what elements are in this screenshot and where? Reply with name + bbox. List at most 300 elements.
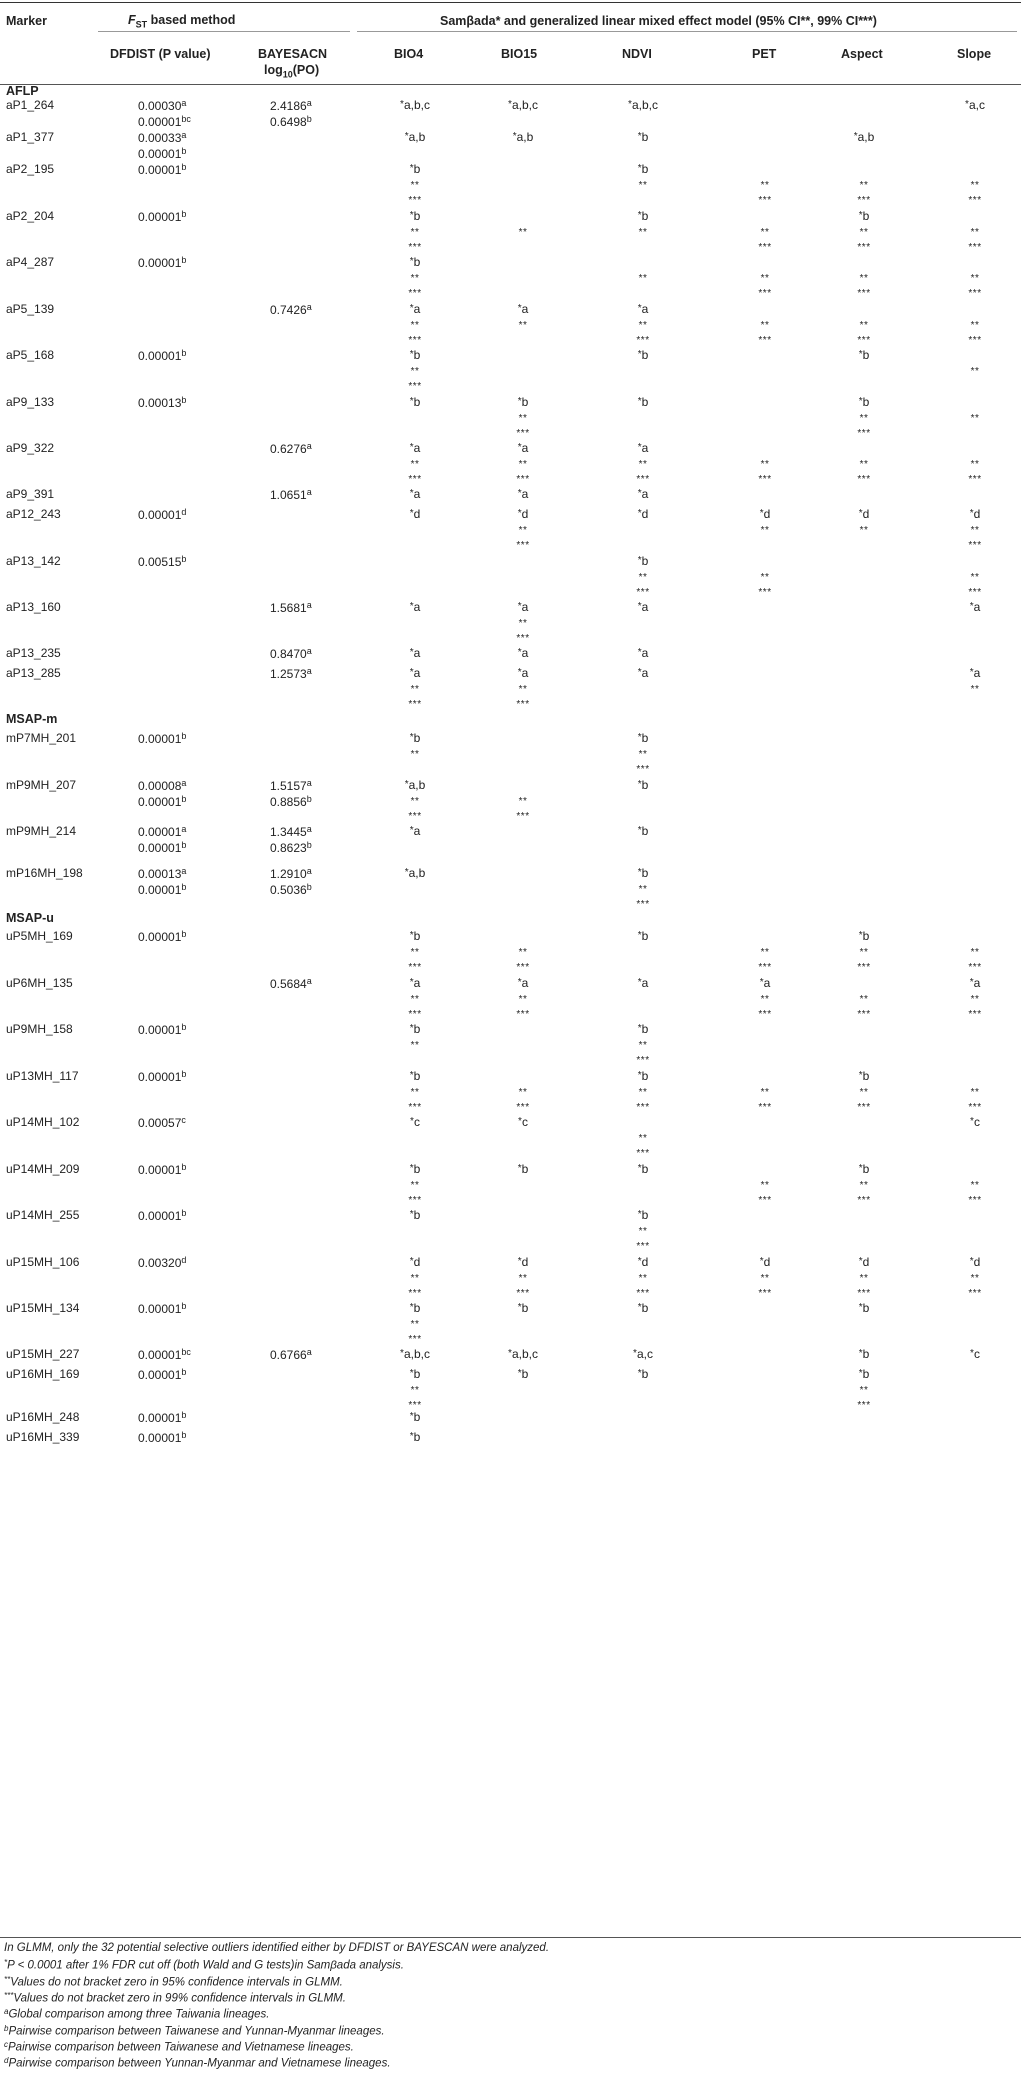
bio15-ci-mark: *** (516, 540, 530, 551)
lineage-letters: b (862, 1367, 870, 1381)
bio15-ci-mark: ** (518, 946, 528, 958)
asterisk-mark: * (409, 163, 414, 174)
slope-ci-mark: ** (970, 319, 980, 331)
slope-ci-mark: *** (968, 195, 982, 206)
asterisk-mark: * (517, 667, 522, 678)
pet-ci-mark: ** (760, 226, 770, 238)
ndvi-ci-mark: ** (638, 179, 648, 191)
asterisk-mark: * (759, 977, 764, 988)
ndvi-significance (638, 395, 649, 409)
bio4-ci-mark: ** (410, 365, 420, 377)
header-bio4: BIO4 (394, 47, 424, 61)
lineage-letters: a (413, 646, 421, 660)
marker-name: uP15MH_227 (6, 1347, 80, 1361)
bayescan-value: 0.5036 (270, 882, 307, 897)
lineage-letters: a,b,c (403, 98, 430, 112)
bayescan-cell (270, 1347, 312, 1362)
dfdist-value-superscript: b (181, 145, 187, 156)
lineage-letters: a (641, 487, 649, 501)
dfdist-cell (138, 1301, 186, 1316)
bio4-ci-mark: ** (410, 1318, 420, 1330)
dfdist-value: 0.00001 (138, 825, 182, 840)
asterisk-mark: * (637, 396, 642, 407)
bio4-significance (410, 302, 421, 316)
bayescan-value-superscript: a (306, 976, 312, 986)
asterisk-mark: * (410, 1116, 414, 1127)
marker-name: uP14MH_209 (6, 1162, 80, 1176)
bio15-significance (518, 302, 529, 316)
bayescan-value-superscript: a (306, 302, 312, 312)
bio15-ci-mark: ** (518, 993, 528, 1005)
asterisk-mark: * (637, 1256, 642, 1267)
lineage-letters: b (413, 1162, 421, 1176)
slope-ci-mark: ** (970, 458, 980, 470)
dfdist-cell (138, 929, 186, 944)
bayescan-value: 1.5157 (270, 779, 307, 794)
marker-name: aP13_160 (6, 600, 61, 614)
bio4-ci-mark: *** (408, 699, 422, 710)
ndvi-ci-mark: ** (638, 1132, 648, 1144)
footnote-text: Global comparison among three Taiwania lineages. (8, 2008, 270, 2021)
bio4-significance (405, 130, 426, 144)
bottom-rule (0, 1937, 1021, 1938)
ndvi-ci-mark: *** (636, 1241, 650, 1252)
bayescan-value: 1.0651 (270, 488, 307, 503)
lineage-letters: a (521, 302, 529, 316)
asterisk-mark: * (969, 667, 974, 678)
slope-ci-mark: *** (968, 1288, 982, 1299)
dfdist-cell (138, 395, 186, 410)
marker-name: aP5_139 (6, 302, 55, 316)
lineage-letters: b (413, 929, 421, 943)
aspect-ci-mark: ** (859, 412, 869, 424)
asterisk-mark: * (637, 825, 642, 836)
lineage-letters: a (641, 976, 649, 990)
bio15-significance (518, 1301, 529, 1315)
bio15-significance (518, 1255, 529, 1269)
bayescan-cell (270, 882, 312, 897)
aspect-significance (859, 395, 870, 409)
slope-ci-mark: *** (968, 962, 982, 973)
footnote-marker: ** (4, 1974, 11, 1984)
lineage-letters: a (641, 600, 649, 614)
asterisk-mark: * (858, 210, 863, 221)
section-label: AFLP (6, 84, 39, 98)
bio15-ci-mark: ** (518, 524, 528, 536)
asterisk-mark: * (637, 508, 642, 519)
pet-ci-mark: *** (758, 587, 772, 598)
lineage-letters: b (413, 731, 421, 745)
marker-name: aP9_322 (6, 441, 55, 455)
bayescan-value: 0.7426 (270, 303, 307, 318)
lineage-letters: b (641, 1301, 649, 1315)
bio4-significance (410, 824, 421, 838)
pet-ci-mark: ** (760, 524, 770, 536)
header-slope: Slope (957, 47, 992, 61)
bio4-significance (410, 255, 421, 269)
bayescan-value-superscript: b (306, 793, 312, 804)
dfdist-cell (138, 130, 186, 145)
bio4-ci-mark: ** (410, 1086, 420, 1098)
bio4-ci-mark: *** (408, 335, 422, 346)
lineage-letters: b (521, 1301, 529, 1315)
ndvi-significance (638, 1162, 649, 1176)
bio15-ci-mark: ** (518, 1272, 528, 1284)
aspect-ci-mark: ** (859, 319, 869, 331)
asterisk-mark: * (409, 442, 414, 453)
lineage-letters: a (521, 600, 529, 614)
bio4-significance (410, 646, 421, 660)
asterisk-mark: * (400, 99, 404, 110)
lineage-letters: a (521, 441, 529, 455)
bio15-significance (518, 666, 529, 680)
lineage-letters: d (413, 507, 421, 521)
asterisk-mark: * (409, 1209, 414, 1220)
marker-name: uP9MH_158 (6, 1022, 73, 1036)
ndvi-ci-mark: *** (636, 1148, 650, 1159)
ndvi-ci-mark: *** (636, 899, 650, 910)
pet-ci-mark: ** (760, 993, 770, 1005)
bio4-significance (410, 1115, 420, 1129)
bio4-ci-mark: ** (410, 1039, 420, 1051)
bio15-significance (518, 976, 529, 990)
aspect-ci-mark: *** (857, 195, 871, 206)
bio4-ci-mark: *** (408, 1102, 422, 1113)
dfdist-value-superscript: a (181, 98, 187, 108)
bio4-ci-mark: ** (410, 458, 420, 470)
bayescan-value-superscript: a (306, 600, 312, 610)
aspect-ci-mark: ** (859, 946, 869, 958)
aspect-ci-mark: *** (857, 1288, 871, 1299)
bio4-significance (410, 1255, 421, 1269)
slope-ci-mark: *** (968, 242, 982, 253)
asterisk-mark: * (512, 131, 517, 142)
dfdist-value: 0.00001 (138, 1209, 182, 1224)
dfdist-value: 0.00001 (138, 256, 182, 271)
dfdist-value-superscript: b (181, 839, 187, 850)
asterisk-mark: * (970, 1116, 974, 1127)
lineage-letters: b (521, 1367, 529, 1381)
asterisk-mark: * (637, 303, 642, 314)
asterisk-mark: * (409, 303, 414, 314)
asterisk-mark: * (409, 601, 414, 612)
lineage-letters: a (973, 600, 981, 614)
ndvi-significance (638, 1069, 649, 1083)
bio15-ci-mark: ** (518, 1086, 528, 1098)
bio4-ci-mark: *** (408, 1288, 422, 1299)
marker-name: aP13_285 (6, 666, 61, 680)
lineage-letters: a,b (408, 130, 426, 144)
ndvi-ci-mark: *** (636, 474, 650, 485)
bio4-ci-mark: ** (410, 272, 420, 284)
dfdist-cell (138, 824, 186, 839)
lineage-letters: b (641, 1069, 649, 1083)
asterisk-mark: * (517, 442, 522, 453)
asterisk-mark: * (858, 930, 863, 941)
marker-name: aP1_264 (6, 98, 55, 112)
ndvi-significance (638, 130, 649, 144)
lineage-letters: d (763, 1255, 771, 1269)
bayescan-cell (270, 866, 312, 881)
marker-name: uP16MH_248 (6, 1410, 80, 1424)
lineage-letters: b (641, 395, 649, 409)
footnote-text: In GLMM, only the 32 potential selective outliers identified either by DFDIST or BAYESCAN were analyzed. (4, 1942, 550, 1954)
pet-ci-mark: *** (758, 242, 772, 253)
pet-ci-mark: *** (758, 962, 772, 973)
header-marker: Marker (6, 14, 47, 28)
dfdist-value: 0.00030 (138, 99, 182, 114)
asterisk-mark: * (637, 977, 642, 988)
aspect-ci-mark: ** (859, 1086, 869, 1098)
lineage-letters: c (973, 1347, 980, 1361)
ndvi-ci-mark: ** (638, 571, 648, 583)
asterisk-mark: * (637, 1302, 642, 1313)
dfdist-cell (138, 162, 186, 177)
bio15-ci-mark: *** (516, 1102, 530, 1113)
asterisk-mark: * (637, 1209, 642, 1220)
dfdist-value-superscript: b (181, 1022, 187, 1032)
asterisk-mark: * (965, 99, 969, 110)
bayescan-cell (270, 441, 312, 456)
asterisk-mark: * (409, 1368, 414, 1379)
marker-name: aP1_377 (6, 130, 55, 144)
marker-name: aP5_168 (6, 348, 55, 362)
bio4-significance (400, 98, 430, 112)
lineage-letters: b (413, 1430, 421, 1444)
pet-significance (760, 507, 771, 521)
dfdist-value: 0.00515 (138, 555, 182, 570)
marker-name: mP9MH_214 (6, 824, 77, 838)
asterisk-mark: * (637, 601, 642, 612)
aspect-significance (854, 130, 875, 144)
lineage-letters: b (862, 395, 870, 409)
top-rule (0, 2, 1021, 3)
bio15-significance (508, 98, 538, 112)
footnote-text: Values do not bracket zero in 95% confidence intervals in GLMM. (10, 1976, 343, 1989)
lineage-letters: a,b,c (511, 1347, 538, 1361)
asterisk-mark: * (858, 1163, 863, 1174)
footnote-marker: *** (4, 1990, 14, 2000)
bio15-ci-mark: ** (518, 617, 528, 629)
lineage-letters: b (641, 1367, 649, 1381)
ndvi-significance (638, 348, 649, 362)
ndvi-ci-mark: ** (638, 748, 648, 760)
aspect-significance (859, 929, 870, 943)
lineage-letters: b (413, 1301, 421, 1315)
bio4-significance (410, 1301, 421, 1315)
slope-significance (970, 976, 981, 990)
lineage-letters: b (641, 731, 649, 745)
lineage-letters: a,c (636, 1347, 653, 1361)
asterisk-mark: * (969, 977, 974, 988)
dfdist-cell (138, 554, 186, 569)
asterisk-mark: * (409, 396, 414, 407)
dfdist-value-superscript: c (181, 1115, 186, 1125)
asterisk-mark: * (637, 210, 642, 221)
asterisk-mark: * (637, 555, 642, 566)
bio4-significance (410, 666, 421, 680)
dfdist-cell (138, 1367, 186, 1382)
asterisk-mark: * (637, 867, 642, 878)
aspect-ci-mark: ** (859, 993, 869, 1005)
marker-name: aP9_391 (6, 487, 55, 501)
bio4-significance (405, 778, 426, 792)
dfdist-value-superscript: b (181, 395, 187, 405)
lineage-letters: a,b (857, 130, 875, 144)
asterisk-mark: * (637, 779, 642, 790)
lineage-letters: a,b,c (631, 98, 658, 112)
dfdist-value: 0.00001 (138, 840, 182, 855)
dfdist-value-superscript: a (181, 778, 187, 788)
lineage-letters: a (521, 487, 529, 501)
dfdist-value-superscript: a (181, 130, 187, 140)
dfdist-cell (138, 507, 186, 522)
footnote-text: Pairwise comparison between Yunnan-Myanmar and Vietnamese lineages. (8, 2057, 391, 2070)
asterisk-mark: * (858, 1368, 863, 1379)
marker-name: uP16MH_339 (6, 1430, 80, 1444)
dfdist-value: 0.00001 (138, 163, 182, 178)
lineage-letters: a (413, 666, 421, 680)
slope-ci-mark: ** (970, 1086, 980, 1098)
ndvi-ci-mark: *** (636, 1102, 650, 1113)
asterisk-mark: * (409, 1431, 414, 1442)
slope-ci-mark: *** (968, 1009, 982, 1020)
ndvi-significance (638, 1208, 649, 1222)
lineage-letters: c (413, 1115, 420, 1129)
marker-name: aP4_287 (6, 255, 55, 269)
lineage-letters: d (862, 507, 870, 521)
pet-significance (760, 976, 771, 990)
asterisk-mark: * (858, 349, 863, 360)
dfdist-value: 0.00001 (138, 1368, 182, 1383)
bayescan-value: 0.8470 (270, 647, 307, 662)
dfdist-value-superscript: d (181, 507, 187, 517)
bio15-significance (518, 487, 529, 501)
ndvi-ci-mark: ** (638, 319, 648, 331)
slope-ci-mark: ** (970, 1272, 980, 1284)
aspect-ci-mark: ** (859, 458, 869, 470)
lineage-letters: b (862, 1069, 870, 1083)
slope-significance (970, 666, 981, 680)
asterisk-mark: * (637, 488, 642, 499)
lineage-letters: a (413, 441, 421, 455)
pet-ci-mark: *** (758, 1009, 772, 1020)
lineage-letters: b (521, 395, 529, 409)
ndvi-significance (633, 1347, 653, 1361)
footnote-text: P < 0.0001 after 1% FDR cut off (both Wald and G tests)in Samβada analysis. (7, 1959, 404, 1972)
bio15-ci-mark: *** (516, 474, 530, 485)
bayescan-cell (270, 976, 312, 991)
slope-significance (970, 507, 981, 521)
asterisk-mark: * (409, 1163, 414, 1174)
dfdist-value: 0.00001 (138, 1163, 182, 1178)
lineage-letters: a (413, 976, 421, 990)
asterisk-mark: * (404, 779, 409, 790)
dfdist-value: 0.00001 (138, 930, 182, 945)
bio4-ci-mark: *** (408, 962, 422, 973)
bio4-significance (400, 1347, 430, 1361)
dfdist-value: 0.00013 (138, 396, 182, 411)
ndvi-significance (638, 600, 649, 614)
bayescan-value: 2.4186 (270, 99, 307, 114)
pet-ci-mark: ** (760, 272, 770, 284)
ndvi-significance (638, 731, 649, 745)
bio15-ci-mark: ** (518, 683, 528, 695)
dfdist-cell (138, 1162, 186, 1177)
bio4-ci-mark: ** (410, 319, 420, 331)
dfdist-cell (138, 794, 186, 809)
dfdist-cell (138, 1208, 186, 1223)
marker-name: uP6MH_135 (6, 976, 73, 990)
dfdist-value-superscript: b (181, 1367, 187, 1377)
slope-significance (970, 1115, 980, 1129)
bayescan-value: 0.8623 (270, 840, 307, 855)
bio15-ci-mark: ** (518, 458, 528, 470)
asterisk-mark: * (409, 488, 414, 499)
bio4-ci-mark: ** (410, 795, 420, 807)
dfdist-cell (138, 882, 186, 897)
bio4-ci-mark: *** (408, 1400, 422, 1411)
bio15-significance (513, 130, 534, 144)
marker-name: uP16MH_169 (6, 1367, 80, 1381)
bayescan-cell (270, 646, 312, 661)
slope-ci-mark: *** (968, 474, 982, 485)
aspect-significance (859, 1301, 870, 1315)
bio4-ci-mark: *** (408, 1334, 422, 1345)
lineage-letters: a (973, 666, 981, 680)
bio4-ci-mark: *** (408, 288, 422, 299)
dfdist-value: 0.00001 (138, 1302, 182, 1317)
asterisk-mark: * (517, 1256, 522, 1267)
marker-name: aP13_235 (6, 646, 61, 660)
lineage-letters: b (641, 1022, 649, 1036)
header-aspect: Aspect (841, 47, 883, 61)
slope-ci-mark: *** (968, 1195, 982, 1206)
asterisk-mark: * (858, 1302, 863, 1313)
asterisk-mark: * (409, 825, 414, 836)
bio4-significance (410, 162, 421, 176)
bayescan-value-superscript: a (306, 666, 312, 676)
asterisk-mark: * (858, 508, 863, 519)
bio4-significance (410, 395, 421, 409)
slope-ci-mark: ** (970, 946, 980, 958)
pet-ci-mark: ** (760, 1272, 770, 1284)
lineage-letters: c (521, 1115, 528, 1129)
bio15-significance (518, 646, 529, 660)
slope-ci-mark: ** (970, 412, 980, 424)
marker-name: uP15MH_106 (6, 1255, 80, 1269)
slope-ci-mark: ** (970, 683, 980, 695)
bayescan-cell (270, 302, 312, 317)
lineage-letters: b (413, 162, 421, 176)
bayescan-value-superscript: b (306, 839, 312, 850)
bayescan-value-superscript: a (306, 1347, 312, 1357)
slope-ci-mark: ** (970, 524, 980, 536)
ndvi-ci-mark: *** (636, 1055, 650, 1066)
lineage-letters: a,c (968, 98, 985, 112)
bayescan-value-superscript: a (306, 824, 312, 834)
bio4-significance (410, 976, 421, 990)
asterisk-mark: * (517, 508, 522, 519)
ndvi-significance (638, 778, 649, 792)
lineage-letters: b (641, 162, 649, 176)
lineage-letters: b (641, 929, 649, 943)
asterisk-mark: * (969, 601, 974, 612)
ndvi-significance (638, 162, 649, 176)
dfdist-value-superscript: b (181, 209, 187, 219)
bayescan-cell (270, 600, 312, 615)
aspect-ci-mark: *** (857, 962, 871, 973)
